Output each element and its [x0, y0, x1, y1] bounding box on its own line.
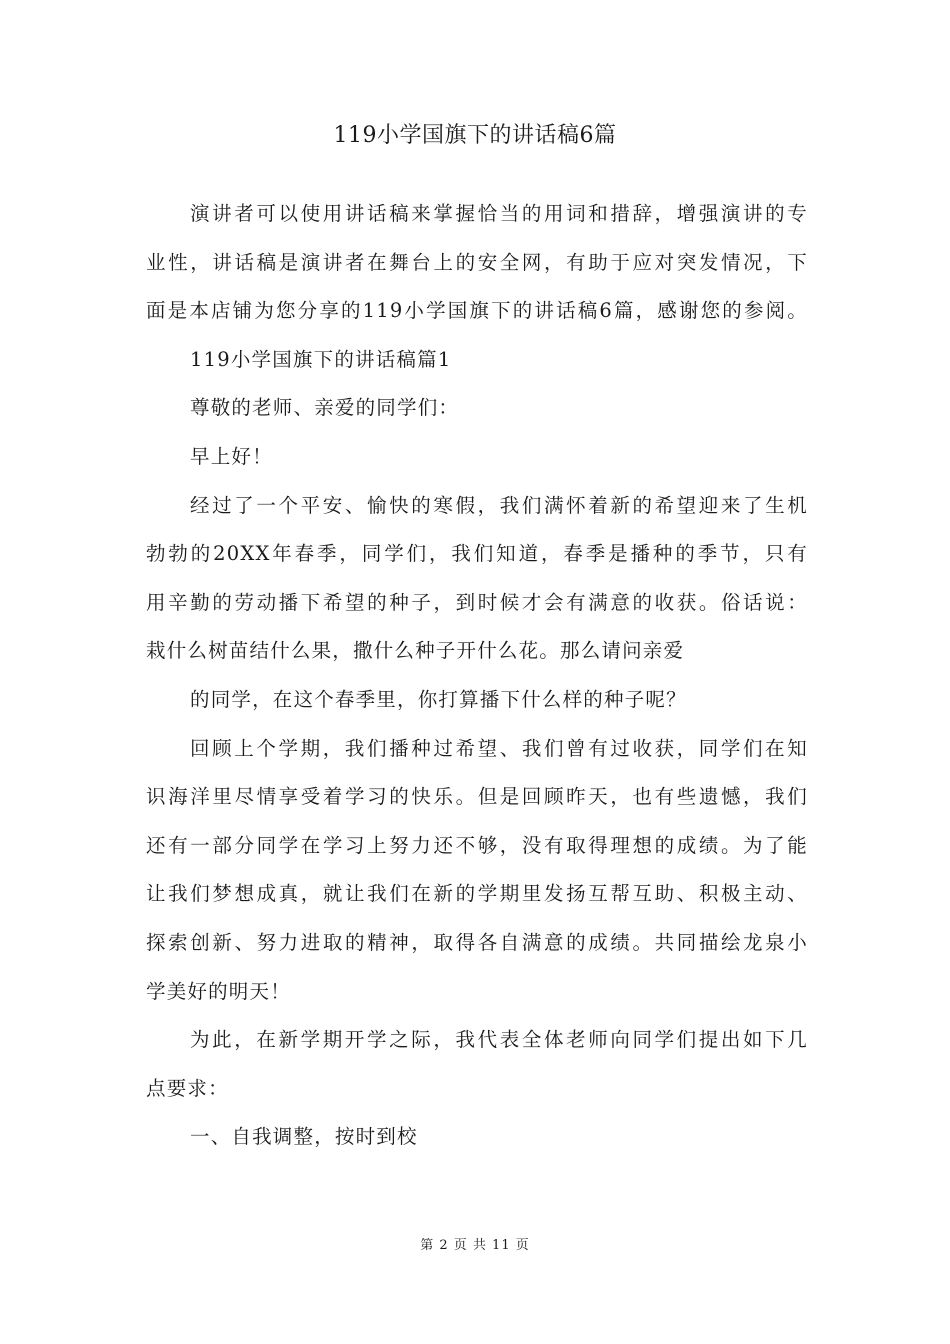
list-item-heading: 一、自我调整，按时到校: [190, 1125, 418, 1149]
text-line: 经过了一个平安、愉快的寒假，我们满怀着新的希望迎来了生机: [190, 493, 808, 517]
text-line: 点要求：: [146, 1076, 229, 1100]
text-line: 栽什么树苗结什么果，撒什么种子开什么花。那么请问亲爱: [146, 639, 685, 663]
text-line: 为此，在新学期开学之际，我代表全体老师向同学们提出如下几: [190, 1028, 808, 1052]
text-line: 探索创新、努力进取的精神，取得各自满意的成绩。共同描绘龙泉小: [146, 930, 808, 954]
page-number-footer: 第 2 页 共 11 页: [420, 1238, 530, 1253]
text-line: 业性，讲话稿是演讲者在舞台上的安全网，有助于应对突发情况，下: [146, 250, 808, 274]
text-line: 学美好的明天！: [146, 979, 291, 1003]
greeting: 早上好！: [190, 444, 273, 468]
text-line: 演讲者可以使用讲话稿来掌握恰当的用词和措辞，增强演讲的专: [190, 202, 808, 225]
text-line: 让我们梦想成真，就让我们在新的学期里发扬互帮互助、积极主动、: [146, 882, 808, 906]
document-body: [146, 190, 808, 1162]
text-line: 用辛勤的劳动播下希望的种子，到时候才会有满意的收获。俗话说：: [146, 590, 808, 614]
text-line: 的同学，在这个春季里，你打算播下什么样的种子呢？: [190, 687, 687, 711]
document-title: 119小学国旗下的讲话稿6篇: [333, 123, 617, 148]
text-line: 还有一部分同学在学习上努力还不够，没有取得理想的成绩。为了能: [146, 833, 808, 857]
text-line: 回顾上个学期，我们播种过希望、我们曾有过收获，同学们在知: [190, 736, 808, 760]
section-heading: 119小学国旗下的讲话稿篇1: [190, 347, 452, 371]
salutation: 尊敬的老师、亲爱的同学们：: [190, 396, 460, 420]
text-line: 面是本店铺为您分享的119小学国旗下的讲话稿6篇，感谢您的参阅。: [146, 299, 808, 323]
text-line: 识海洋里尽情享受着学习的快乐。但是回顾昨天，也有些遗憾，我们: [146, 785, 808, 809]
text-line: 勃勃的20XX年春季，同学们，我们知道，春季是播种的季节，只有: [146, 542, 808, 566]
